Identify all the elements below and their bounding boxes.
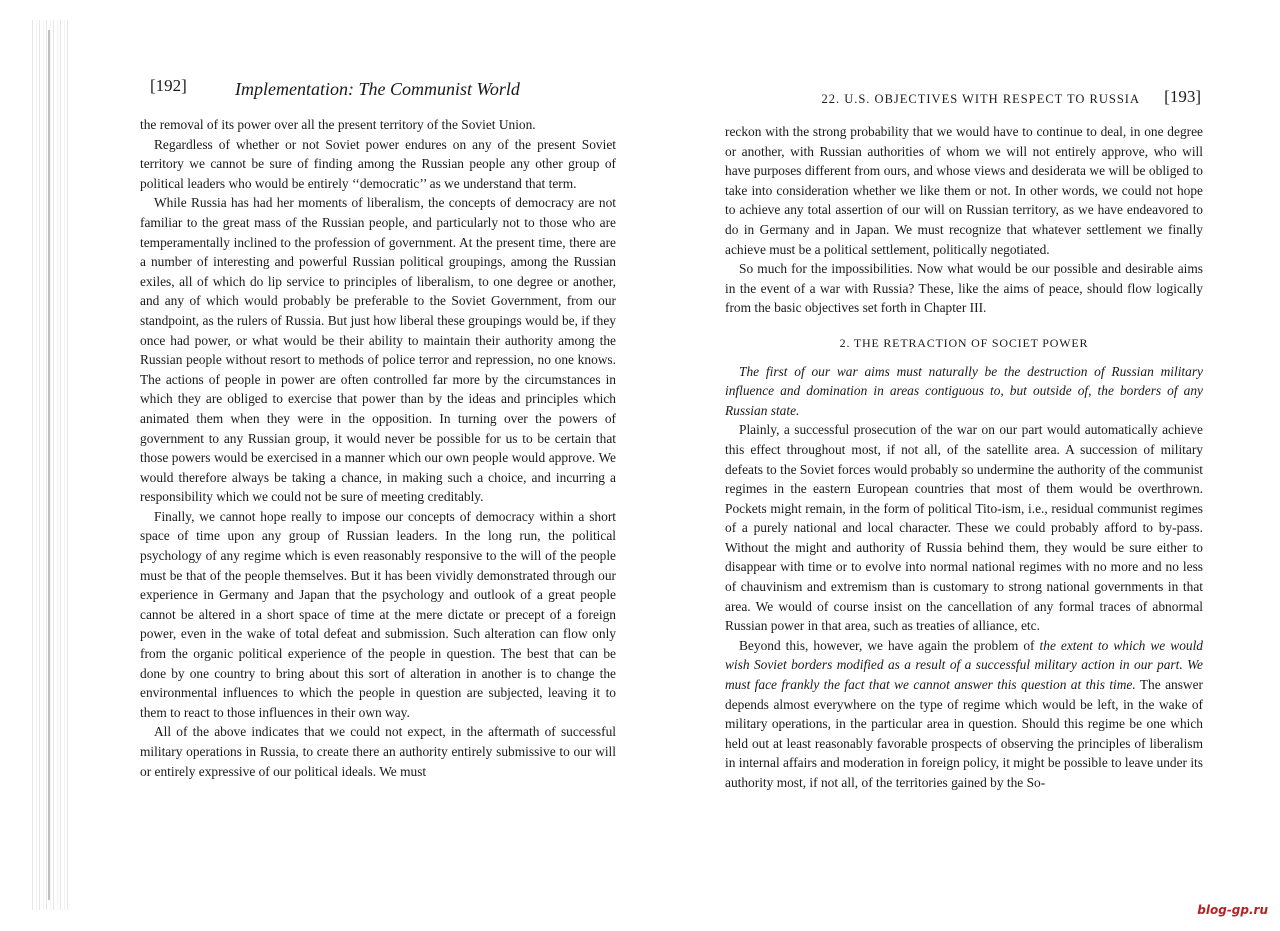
paragraph: So much for the impossibilities. Now what would be our possible and desirable aims in the event of a war with Russia? These, like the aims of peace, should flow logically from the basic objectives set forth in Chapter III. xyxy=(725,261,1203,316)
paragraph: All of the above indicates that we could not expect, in the aftermath of successful military operations in Russia, to create there an authority entirely submissive to our will or entirely expressive of our political ideals. We must xyxy=(140,724,616,779)
italic-text: The first of our war aims must naturally be the destruction of Russian military influence and domination in areas contiguous to, but outside of, the borders of any Russian state. xyxy=(725,363,1203,418)
left-running-head xyxy=(140,0,616,99)
paragraph-italic xyxy=(725,362,1203,421)
paragraph: the removal of its power over all the present territory of the Soviet Union. xyxy=(140,117,536,132)
right-page xyxy=(725,0,1204,790)
left-running-title: Implementation: The Communist World xyxy=(235,79,520,99)
paragraph-rest: The answer depends almost everywhere on the type of regime which would be left, in the wake of military operations, in the particular area in question. Should this regime be one which held out at least reasonably favorable prospects of observing the principles of liberalism in internal affairs and moderation in foreign policy, it might be possible to leave under its authority most, if not all, of the territories gained by the So- xyxy=(725,677,1203,790)
left-page xyxy=(140,0,616,779)
paragraph: Plainly, a successful prosecution of the war on our part would automatically achieve this effect throughout most, if not all, of the satellite area. A succession of military defeats to the Soviet forces would probably so undermine the authority of the communist regimes in the eastern European countries that most of them would be overthrown. Pockets might remain, in the form of political Tito-ism, i.e., residual communist regimes of a purely national and local character. These we could probably afford to by-pass. Without the might and authority of Russia behind them, they would be sure either to disappear with time or to evolve into normal national regimes with no more and no less of chauvinism and extremism than is customary to strong national governments in that area. We would of course insist on the cancellation of any formal traces of abnormal Russian power in that area, such as treaties of alliance, etc. xyxy=(725,422,1203,634)
paragraph xyxy=(725,636,1203,793)
section-heading: 2. THE RETRACTION OF SOCIET POWER xyxy=(839,335,1089,350)
right-body-text xyxy=(725,122,1203,793)
paragraph: While Russia has had her moments of liberalism, the concepts of democracy are not familiar to the great mass of the Russian people, and particularly not to those who are temperamentally inclined to the profession of government. At the present time, there are a number of interesting and powerful Russian political groupings, among the Russian exiles, all of which do lip service to principles of liberalism, to one degree or another, and any of which would probably be preferable to the Soviet Government, from our standpoint, as the rulers of Russia. But just how liberal these groupings would be, if they once had power, or what would be their ability to maintain their authority among the Russian people without resort to methods of police terror and repression, no one knows. The actions of people in power are often controlled far more by the circumstances in which they are obliged to exercise that power than by the ideas and principles which animated them when they were in the opposition. In turning over the powers of government to any Russian group, it would never be possible for us to be certain that those powers would be exercised in a manner which our own people would approve. We would therefore always be taking a chance, in making such a choice, and incurring a responsibility which we could not be sure of meeting creditably. xyxy=(140,195,616,505)
paragraph: Regardless of whether or not Soviet power endures on any of the present Soviet territory we cannot be sure of finding among the Russian people any other group of political leaders who would be entirely ‘‘democratic’’ as we understand that term. xyxy=(140,136,616,191)
right-running-head xyxy=(725,0,1203,106)
book-binding-edge xyxy=(30,20,70,910)
italic-text: the extent to which we would wish Soviet borders modified as a result of a successful military action in our part. We must face frankly the fact that we cannot answer this question at this time. xyxy=(725,637,1204,693)
left-body-text xyxy=(140,115,616,781)
right-running-title: 22. U.S. OBJECTIVES WITH RESPECT TO RUSSIA xyxy=(821,92,1140,106)
left-page-number: [192] xyxy=(150,76,187,95)
paragraph-lead: Beyond this, however, we have again the problem of xyxy=(739,637,1040,653)
watermark: blog-gp.ru xyxy=(1197,903,1268,917)
paragraph: Finally, we cannot hope really to impose our concepts of democracy within a short space of time upon any group of Russian leaders. In the long run, the political psychology of any regime which is even reasonably responsive to the will of the people must be that of the people themselves. But it has been vividly demonstrated through our experience in Germany and Japan that the psychology and outlook of a great people cannot be altered in a short space of time at the mere dictate or precept of a foreign power, even in the wake of total defeat and submission. Such alteration can flow only from the organic political experience of the people in question. The best that can be done by one country to bring about this sort of alteration in another is to change the environmental influences to which the people in question are subjected, leaving it to them to react to those influences in their own way. xyxy=(140,508,616,720)
paragraph: reckon with the strong probability that we would have to continue to deal, in one degree or another, with Russian authorities of whom we will not entirely approve, who will have purposes different from ours, and whose views and desiderata we will be obliged to take into consideration whether we like them or not. In other words, we could not hope to achieve any total assertion of our will on Russian territory, as we have endeavored to do in Germany and in Japan. We must recognize that whatever settlement we finally achieve must be a political settlement, politically negotiated. xyxy=(725,124,1203,257)
right-page-number: [193] xyxy=(1164,87,1201,106)
